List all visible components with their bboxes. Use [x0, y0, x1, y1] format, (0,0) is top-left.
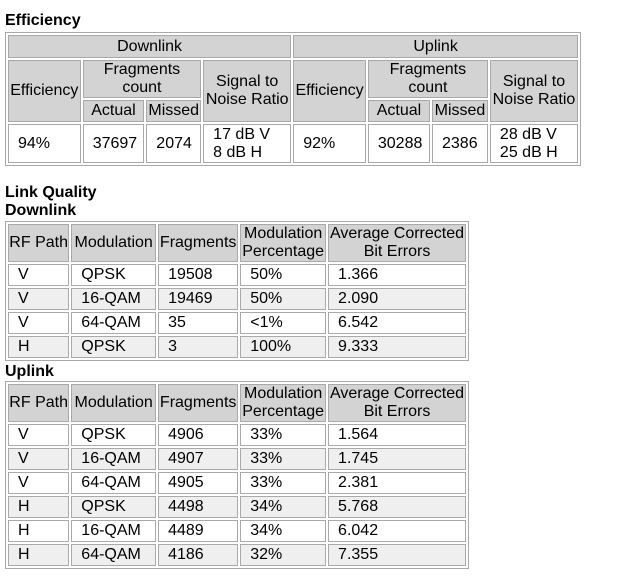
- modulation-cell: 64-QAM: [71, 544, 156, 566]
- modulation-header: Modulation: [71, 384, 156, 422]
- efficiency-heading: Efficiency: [5, 12, 81, 29]
- modulation-header: Modulation: [71, 224, 156, 262]
- uplink-efficiency-value: 92%: [293, 124, 366, 163]
- percentage-cell: 32%: [240, 544, 326, 566]
- modulation-percentage-header: [240, 224, 326, 262]
- modulation-cell: 16-QAM: [71, 288, 156, 310]
- uplink-quality-heading: Uplink: [5, 363, 54, 380]
- rf-path-header: RF Path: [8, 224, 69, 262]
- uplink-efficiency-header: Efficiency: [293, 60, 366, 122]
- modulation-cell: 16-QAM: [71, 520, 156, 542]
- modulation-cell: 64-QAM: [71, 312, 156, 334]
- downlink-group-header: Downlink: [8, 35, 291, 58]
- efficiency-table: [5, 32, 581, 166]
- modulation-cell: 64-QAM: [71, 472, 156, 494]
- fragments-header: Fragments: [158, 224, 238, 262]
- bit-errors-cell: 7.355: [328, 544, 466, 566]
- percentage-cell: 100%: [240, 336, 326, 358]
- rf-path-cell: V: [8, 312, 69, 334]
- mod-pct-header-line2: Percentage: [242, 243, 325, 260]
- uplink-missed-value: 2386: [432, 124, 488, 163]
- abe-header-line2: Bit Errors: [363, 403, 431, 420]
- bit-errors-header: [328, 384, 466, 422]
- modulation-cell: QPSK: [71, 424, 156, 446]
- table-row: [8, 544, 466, 566]
- modulation-cell: QPSK: [71, 336, 156, 358]
- snr-header-line2: Noise Ratio: [205, 91, 289, 108]
- mod-pct-header-line1: Modulation: [244, 225, 323, 242]
- fragments-cell: 19469: [158, 288, 238, 310]
- modulation-cell: QPSK: [71, 496, 156, 518]
- snr-header-line1: Signal to: [502, 73, 566, 90]
- uplink-actual-header: Actual: [368, 100, 430, 122]
- fragments-cell: 19508: [158, 264, 238, 286]
- table-row: [8, 424, 466, 446]
- rf-path-cell: H: [8, 544, 69, 566]
- bit-errors-cell: 2.090: [328, 288, 466, 310]
- snr-header-line2: Noise Ratio: [492, 91, 576, 108]
- table-row: [8, 472, 466, 494]
- abe-header-line1: Average Corrected: [330, 225, 465, 242]
- fragments-header-line2: count: [408, 79, 448, 96]
- bit-errors-cell: 1.366: [328, 264, 466, 286]
- percentage-cell: 50%: [240, 264, 326, 286]
- uplink-snr-value: [490, 124, 578, 163]
- bit-errors-header: [328, 224, 466, 262]
- abe-header-line2: Bit Errors: [363, 243, 431, 260]
- downlink-actual-value: 37697: [83, 124, 145, 163]
- table-row: [8, 312, 466, 334]
- fragments-cell: 4907: [158, 448, 238, 470]
- downlink-snr-v: 17 dB V: [213, 125, 271, 143]
- rf-path-cell: V: [8, 448, 69, 470]
- fragments-cell: 4905: [158, 472, 238, 494]
- fragments-cell: 4906: [158, 424, 238, 446]
- percentage-cell: 34%: [240, 520, 326, 542]
- fragments-cell: 3: [158, 336, 238, 358]
- fragments-cell: 4498: [158, 496, 238, 518]
- downlink-snr-header: [203, 60, 291, 122]
- rf-path-cell: V: [8, 424, 69, 446]
- modulation-cell: 16-QAM: [71, 448, 156, 470]
- bit-errors-cell: 2.381: [328, 472, 466, 494]
- rf-path-cell: H: [8, 520, 69, 542]
- percentage-cell: <1%: [240, 312, 326, 334]
- uplink-group-header: Uplink: [293, 35, 578, 58]
- fragments-cell: 4186: [158, 544, 238, 566]
- percentage-cell: 33%: [240, 472, 326, 494]
- bit-errors-cell: 9.333: [328, 336, 466, 358]
- rf-path-cell: H: [8, 336, 69, 358]
- modulation-percentage-header: [240, 384, 326, 422]
- uplink-snr-h: 25 dB H: [499, 143, 558, 161]
- uplink-actual-value: 30288: [368, 124, 430, 163]
- uplink-fragments-count-header: [368, 60, 488, 98]
- bit-errors-cell: 6.542: [328, 312, 466, 334]
- mod-pct-header-line1: Modulation: [244, 385, 323, 402]
- downlink-efficiency-header: Efficiency: [8, 60, 81, 122]
- uplink-missed-header: Missed: [432, 100, 488, 122]
- downlink-quality-heading: Downlink: [5, 202, 77, 219]
- table-row: [8, 288, 466, 310]
- uplink-snr-v: 28 dB V: [499, 125, 557, 143]
- rf-path-cell: V: [8, 264, 69, 286]
- fragments-cell: 4489: [158, 520, 238, 542]
- bit-errors-cell: 1.745: [328, 448, 466, 470]
- table-row: [8, 448, 466, 470]
- percentage-cell: 33%: [240, 448, 326, 470]
- downlink-snr-value: [203, 124, 291, 163]
- percentage-cell: 50%: [240, 288, 326, 310]
- bit-errors-cell: 5.768: [328, 496, 466, 518]
- fragments-cell: 35: [158, 312, 238, 334]
- rf-path-header: RF Path: [8, 384, 69, 422]
- bit-errors-cell: 1.564: [328, 424, 466, 446]
- uplink-quality-table: [5, 381, 469, 569]
- percentage-cell: 34%: [240, 496, 326, 518]
- modulation-cell: QPSK: [71, 264, 156, 286]
- bit-errors-cell: 6.042: [328, 520, 466, 542]
- fragments-header: Fragments: [158, 384, 238, 422]
- downlink-missed-value: 2074: [146, 124, 201, 163]
- downlink-fragments-count-header: [83, 60, 201, 98]
- table-row: [8, 496, 466, 518]
- abe-header-line1: Average Corrected: [330, 385, 465, 402]
- link-quality-heading: Link Quality: [5, 184, 97, 201]
- snr-header-line1: Signal to: [216, 73, 279, 90]
- table-row: [8, 520, 466, 542]
- percentage-cell: 33%: [240, 424, 326, 446]
- rf-path-cell: V: [8, 288, 69, 310]
- downlink-quality-table: [5, 221, 469, 361]
- fragments-header-line1: Fragments: [103, 61, 181, 78]
- downlink-snr-h: 8 dB H: [213, 143, 263, 161]
- fragments-header-line1: Fragments: [389, 61, 467, 78]
- table-row: [8, 336, 466, 358]
- uplink-snr-header: [490, 60, 578, 122]
- mod-pct-header-line2: Percentage: [242, 403, 325, 420]
- downlink-actual-header: Actual: [83, 100, 145, 122]
- downlink-efficiency-value: 94%: [8, 124, 81, 163]
- downlink-missed-header: Missed: [146, 100, 201, 122]
- rf-path-cell: V: [8, 472, 69, 494]
- table-row: [8, 264, 466, 286]
- fragments-header-line2: count: [122, 79, 162, 96]
- rf-path-cell: H: [8, 496, 69, 518]
